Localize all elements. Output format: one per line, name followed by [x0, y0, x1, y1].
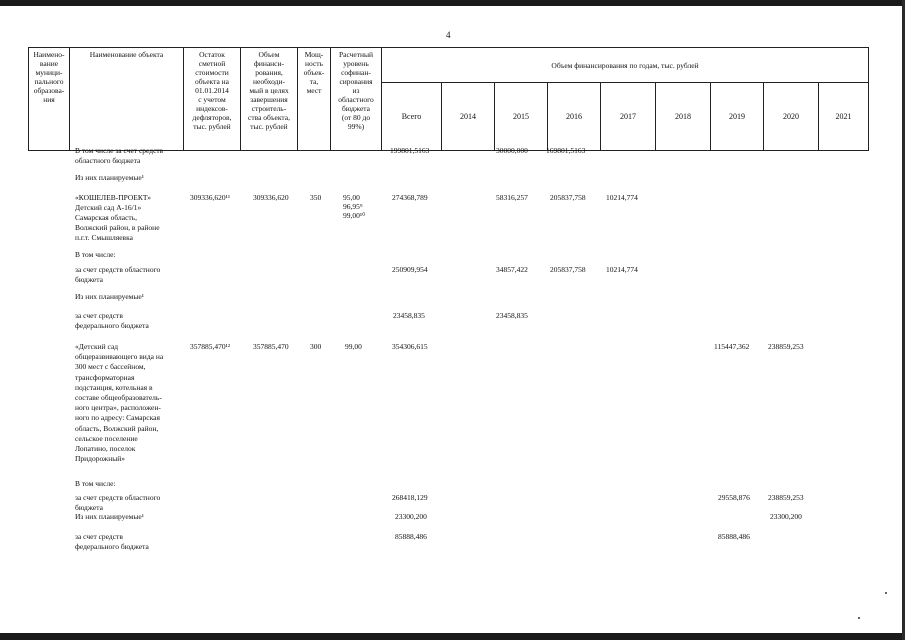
header-cofinancing-level: Расчетный уровень софинан- сирования из областного бюджета (от 80 до 99%) — [331, 48, 382, 151]
row-5-2017: 10214,774 — [606, 265, 638, 274]
row-7-total: 23458,835 — [393, 311, 425, 320]
row-3-remainder: 309336,620¹¹ — [190, 193, 231, 202]
header-financing-volume: Объем финанси- рования, необходи- мый в целях завершения строитель- ства объекта, тыс. рублей — [241, 48, 298, 151]
row-8-volume: 357885,470 — [253, 342, 289, 351]
row-2-name: Из них планируемые¹ — [75, 173, 145, 182]
row-7-2015: 23458,835 — [496, 311, 528, 320]
row-8-2020: 238859,253 — [768, 342, 804, 351]
header-object-name: Наименование объекта — [70, 48, 184, 151]
header-year-2020: 2020 — [764, 83, 819, 151]
row-5-2016: 205837,758 — [550, 265, 586, 274]
row-1-2016: 169801,5163 — [546, 146, 586, 155]
row-4-name: В том числе: — [75, 250, 116, 259]
row-12-name: за счет средств федерального бюджета — [75, 532, 149, 551]
row-5-name: за счет средств областного бюджета — [75, 265, 161, 284]
scan-speck — [885, 592, 887, 594]
header-total: Всего — [382, 83, 442, 151]
row-8-2019: 115447,362 — [714, 342, 750, 351]
row-3-capacity: 350 — [310, 193, 322, 202]
row-6-name: Из них планируемые¹ — [75, 292, 145, 301]
row-8-capacity: 300 — [310, 342, 322, 351]
row-8-level: 99,00 — [345, 342, 362, 351]
row-11-2020: 23300,200 — [770, 512, 802, 521]
row-3-2016: 205837,758 — [550, 193, 586, 202]
row-8-remainder: 357885,470¹² — [190, 342, 231, 351]
row-10-2019: 29558,876 — [718, 493, 750, 502]
row-5-total: 250909,954 — [392, 265, 428, 274]
row-3-2017: 10214,774 — [606, 193, 638, 202]
scan-speck — [858, 617, 860, 619]
row-12-total: 85888,486 — [395, 532, 427, 541]
row-11-name: Из них планируемые¹ — [75, 512, 145, 521]
row-3-total: 274368,789 — [392, 193, 428, 202]
row-3-level: 95,00 96,95⁹ 99,00¹⁰ — [343, 193, 366, 220]
row-10-2020: 238859,253 — [768, 493, 804, 502]
row-10-name: за счет средств областного бюджета — [75, 493, 161, 512]
header-year-2021: 2021 — [819, 83, 869, 151]
row-1-total: 199801,5163 — [390, 146, 430, 155]
row-8-name: «Детский сад общеразвивающего вида на 300 мест с бассейном, трансформаторная подстанция, котельная в составе общеобразователь- ного центра», расположен- ного по адресу: Самарская область, Волжский район, сельское поселение Лопатино, поселок Придорожный» — [75, 342, 164, 464]
row-1-name: В том числе за счет средств областного бюджета — [75, 146, 164, 165]
header-municipality: Наимено- вание муници- пального образова- ния — [29, 48, 70, 151]
header-year-2014: 2014 — [442, 83, 495, 151]
header-year-2015: 2015 — [495, 83, 548, 151]
row-12-2019: 85888,486 — [718, 532, 750, 541]
header-year-2019: 2019 — [711, 83, 764, 151]
row-1-2015: 30000,000 — [496, 146, 528, 155]
row-8-total: 354306,615 — [392, 342, 428, 351]
row-7-name: за счет средств федерального бюджета — [75, 311, 149, 330]
header-year-2017: 2017 — [601, 83, 656, 151]
header-year-2016: 2016 — [548, 83, 601, 151]
page-number: 4 — [446, 30, 451, 40]
row-3-2015: 58316,257 — [496, 193, 528, 202]
row-9-name: В том числе: — [75, 479, 116, 488]
header-remainder: Остаток сметной стоимости объекта на 01.01.2014 с учетом индексов- дефляторов, тыс. рублей — [184, 48, 241, 151]
row-5-2015: 34857,422 — [496, 265, 528, 274]
header-year-2018: 2018 — [656, 83, 711, 151]
row-3-name: «КОШЕЛЕВ-ПРОЕКТ» Детский сад А-16/1» Самарская область, Волжский район, в районе п.г.т. Смышляевка — [75, 193, 160, 242]
row-11-total: 23300,200 — [395, 512, 427, 521]
header-capacity: Мощ- ность объек- та, мест — [298, 48, 331, 151]
row-3-volume: 309336,620 — [253, 193, 289, 202]
header-financing-by-years: Объем финансирования по годам, тыс. рублей — [382, 48, 869, 83]
row-10-total: 268418,129 — [392, 493, 428, 502]
